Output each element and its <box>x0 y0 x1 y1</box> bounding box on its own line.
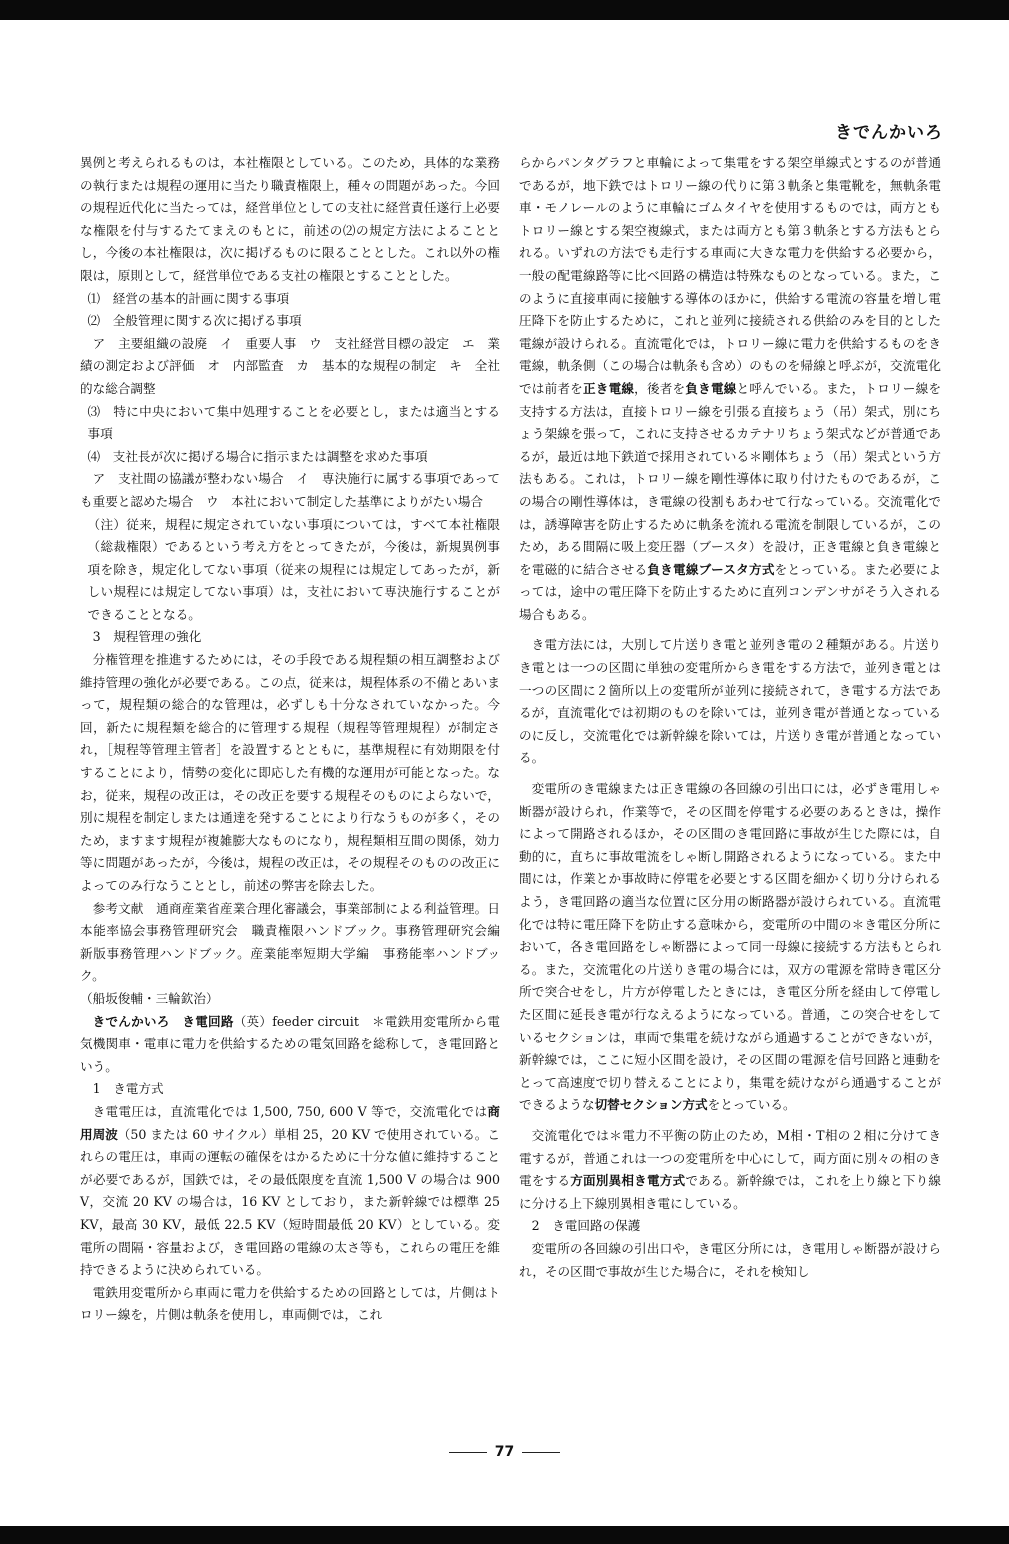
paragraph: き電方法には，大別して片送りき電と並列き電の２種類がある。片送りき電とは一つの区間に単独の変電所からき電をする方法で，並列き電とは一つの区間に２箇所以上の変電所が並列に接続されて，き電する方法であるが，直流電化では初期のものを除いては，並列き電が普通となっているのに反し，交流電化では新幹線を除いては，片送りき電が普通となっている。 <box>519 637 941 766</box>
paragraph <box>519 152 941 626</box>
page-number-text: 77 <box>494 1444 515 1460</box>
text-run: をとっている。また必要によっては，途中の電圧降下を防止するために直列コンデンサがそう入される場合もある。 <box>519 561 942 622</box>
note: （注）従来，規程に規定されていない事項については，すべて本社権限（総裁権限）であるという考え方をとってきたが，今後は，新規異例事項を除き，規定化してない事項（従来の規程には規定してあったが，新しい規程には規定してない事項）は，支社において専決施行することができることとなる。 <box>87 516 500 622</box>
left-column <box>80 152 513 1327</box>
paragraph: 変電所の各回線の引出口や，き電区分所には，き電用しゃ断器が設けられ，その区間で事故が生じた場合に，それを検知し <box>519 1240 941 1279</box>
author-signature: （船坂俊輔・三輪欽治） <box>80 990 219 1006</box>
paragraph: 異例と考えられるものは，本社権限としている。このため，具体的な業務の執行または規程の運用に当たり職責権限上，種々の問題があった。今回の規程近代化に当たっては，経営単位としての支社に経営責任遂行上必要な権限を付与するたてまえのもとに，前述の⑵の規定方法によることとし，今後の本社権限は，次に掲げるものに限ることとした。これ以外の権限は，原則として，経営単位である支社の権限とすることとした。 <box>80 155 500 283</box>
bold-term: 切替セクション方式 <box>594 1097 708 1113</box>
list-item: ⑷ 支社長が次に掲げる場合に指示または調整を求めた事項 <box>87 448 428 464</box>
text-run: 変電所のき電線または正き電線の各回線の引出口には，必ずき電用しゃ断器が設けられ，作業等で，その区間を停電する必要のあるときは，操作によって開路されるほか，その区間のき電回路に事故が生じた際には，自動的に，直ちに事故電流をしゃ断し開路されるようになっている。また中間には，作業とか事故時に停電を必要とする区間を細かく切り分けられるよう，き電回路の適当な位置に区分用の断路器が設けられている。直流電化では特に電圧降下を防止する意味から，変電所の中間の＊き電区分所において，各き電回路をしゃ断器によって同一母線に接続する方法もとられる。また，交流電化の片送りき電の場合には，双方の電源を常時き電区分所で突合せをし，片方が停電したときには，き電区分所を経由して停電した区間に延長き電が行なえるようになっている。普通，この突合せをしているセクションは，車両で集電を続けながら通過することができないが，新幹線では，ここに短小区間を設け，その区間の電源を信号回路と連動をとって高速度で切り替えることにより，集電を続けながら通過することができるような <box>519 781 942 1113</box>
text-run: である。新幹線では，これを上り線と下り線に分ける上下線別異相き電にしている。 <box>519 1173 942 1211</box>
list-item: ⑴ 経営の基本的計画に関する事項 <box>87 290 290 306</box>
bold-term: 負き電線 <box>685 380 737 396</box>
text-run: き電電圧は，直流電化では 1,500, 750, 600 V 等で，交流電化では <box>92 1103 488 1119</box>
running-title: きでんかいろ <box>835 123 943 143</box>
text-run: ，後者を <box>634 380 686 396</box>
entry-headword: きでんかいろ き電回路 <box>92 1013 234 1029</box>
list-item: ⑵ 全般管理に関する次に掲げる事項 <box>87 313 302 329</box>
bold-term: 負き電線ブースタ方式 <box>647 561 775 577</box>
list-item: ⑶ 特に中央において集中処理することを必要とし，または適当とする事項 <box>87 403 500 442</box>
section-title: 1 き電方式 <box>92 1081 164 1097</box>
section-title: 3 規程管理の強化 <box>92 629 202 645</box>
text-run: をとっている。 <box>707 1097 796 1113</box>
bold-term: 商用周波 <box>80 1103 500 1142</box>
entry <box>80 1011 500 1079</box>
text-run: （50 または 60 サイクル）単相 25，20 KV で使用されている。これらの電圧は，車両の運転の確保をはかるために十分な値に維持することが必要であるが，国鉄では，その最低限度を直流 1,500 V の場合は 900 V，交流 20 KV の場合は，16 KV としており，また新幹線では標準 25 KV，最高 30 KV，最低 22.5 KV（短時間最低 20 KV）としている。変電所の間隔・容量および，き電回路の電線の太さ等も，これらの電圧を維持できるように決められている。 <box>80 1126 500 1278</box>
text-run: と呼んでいる。また，トロリー線を支持する方法は，直接トロリー線を引張る直接ちょう（吊）架式，別にちょう架線を張って，これに支持させるカテナリちょう架式などが普通であるが，最近は地下鉄道で採用されている＊剛体ちょう（吊）架式という方法もある。これは，トロリー線を剛性導体に取り付けたものであるが，この場合の剛性導体は，き電線の役割もあわせて行なっている。交流電化では，誘導障害を防止するために軌条を流れる電流を制限しているが，このため，ある間隔に吸上変圧器（ブースタ）を設け，正き電線と負き電線とを電磁的に結合させる <box>519 380 942 577</box>
page-dash-right <box>522 1452 560 1453</box>
page-dash-left <box>449 1452 487 1453</box>
right-column <box>519 152 941 1283</box>
top-border <box>0 0 1009 20</box>
bottom-border <box>0 1526 1009 1544</box>
paragraph <box>519 1125 941 1215</box>
list-subitems: ア 支社間の協議が整わない場合 イ 専決施行に属する事項であっても重要と認めた場合 ウ 本社において制定した基準によりがたい場合 <box>80 471 500 509</box>
paragraph: 分権管理を推進するためには，その手段である規程類の相互調整および維持管理の強化が必要である。この点，従来は，規程体系の不備とあいまって，規程類の総合的な管理は，必ずしも十分なされていなかった。今回，新たに規程類を総合的に管理する規程（規程等管理規程）が制定され，［規程等管理主管者］を設置するとともに，基準規程に有効期限を付することにより，情勢の変化に即応した有機的な運用が可能となった。なお，従来，規程の改正は，その改正を要する規程そのものによらないで，別に規程を制定しまたは通達を発することにより行なうものが多く，そのため，ますます規程が複雑膨大なものになり，規程類相互間の関係，効力等に問題があったが，今後は，規程の改正は，その規程そのものの改正によってのみ行なうこととし，前述の弊害を除去した。 <box>80 652 500 893</box>
bold-term: 正き電線 <box>582 380 635 396</box>
paragraph: 電鉄用変電所から車両に電力を供給するための回路としては，片側はトロリー線を，片側は軌条を使用し，車両側では，これ <box>80 1284 500 1323</box>
references: 参考文献 通商産業省産業合理化審議会，事業部制による利益管理。日本能率協会事務管理研究会 職責権限ハンドブック。事務管理研究会編 新版事務管理ハンドブック。産業能率短期大学編 事務能率ハンドブック。 <box>80 900 513 984</box>
page-number <box>0 1444 1009 1460</box>
bold-term: 方面別異相き電方式 <box>570 1173 686 1189</box>
paragraph <box>80 1101 500 1282</box>
section-title: 2 き電回路の保護 <box>531 1218 641 1234</box>
text-run: 交流電化では＊電力不平衡の防止のため，M相・T相の２相に分けてき電するが，普通これは一つの変電所を中心にして，両方面に別々の相のき電をする <box>519 1127 941 1189</box>
text-run: らからパンタグラフと車輪によって集電をする架空単線式とするのが普通であるが，地下鉄ではトロリー線の代りに第３軌条と集電靴を，無軌条電車・モノレールのように車輪にゴムタイヤを使用するものでは，両方ともトロリー線とする架空複線式，または両方とも第３軌条とする方法もとられる。いずれの方法でも走行する車両に大きな電力を供給する必要から，一般の配電線路等に比べ回路の構造は特殊なものとなっている。また，このように直接車両に接触する導体のほかに，供給する電流の容量を増し電圧降下を防止するために，これと並列に接続される供給のみを目的とした電線が設けられる。直流電化では，トロリー線に電力を供給するものをき電線，軌条側（この場合は軌条も含め）のものを帰線と呼ぶが，交流電化では前者を <box>519 155 941 396</box>
paragraph <box>519 778 941 1117</box>
entry-definition: （英）feeder circuit ＊電鉄用変電所から電気機関車・電車に電力を供給するための電気回路を総称して，き電回路という。 <box>80 1013 500 1074</box>
list-subitems: ア 主要組織の設廃 イ 重要人事 ウ 支社経営目標の設定 エ 業績の測定および評価 オ 内部監査 カ 基本的な規程の制定 キ 全社的な総合調整 <box>80 335 500 396</box>
